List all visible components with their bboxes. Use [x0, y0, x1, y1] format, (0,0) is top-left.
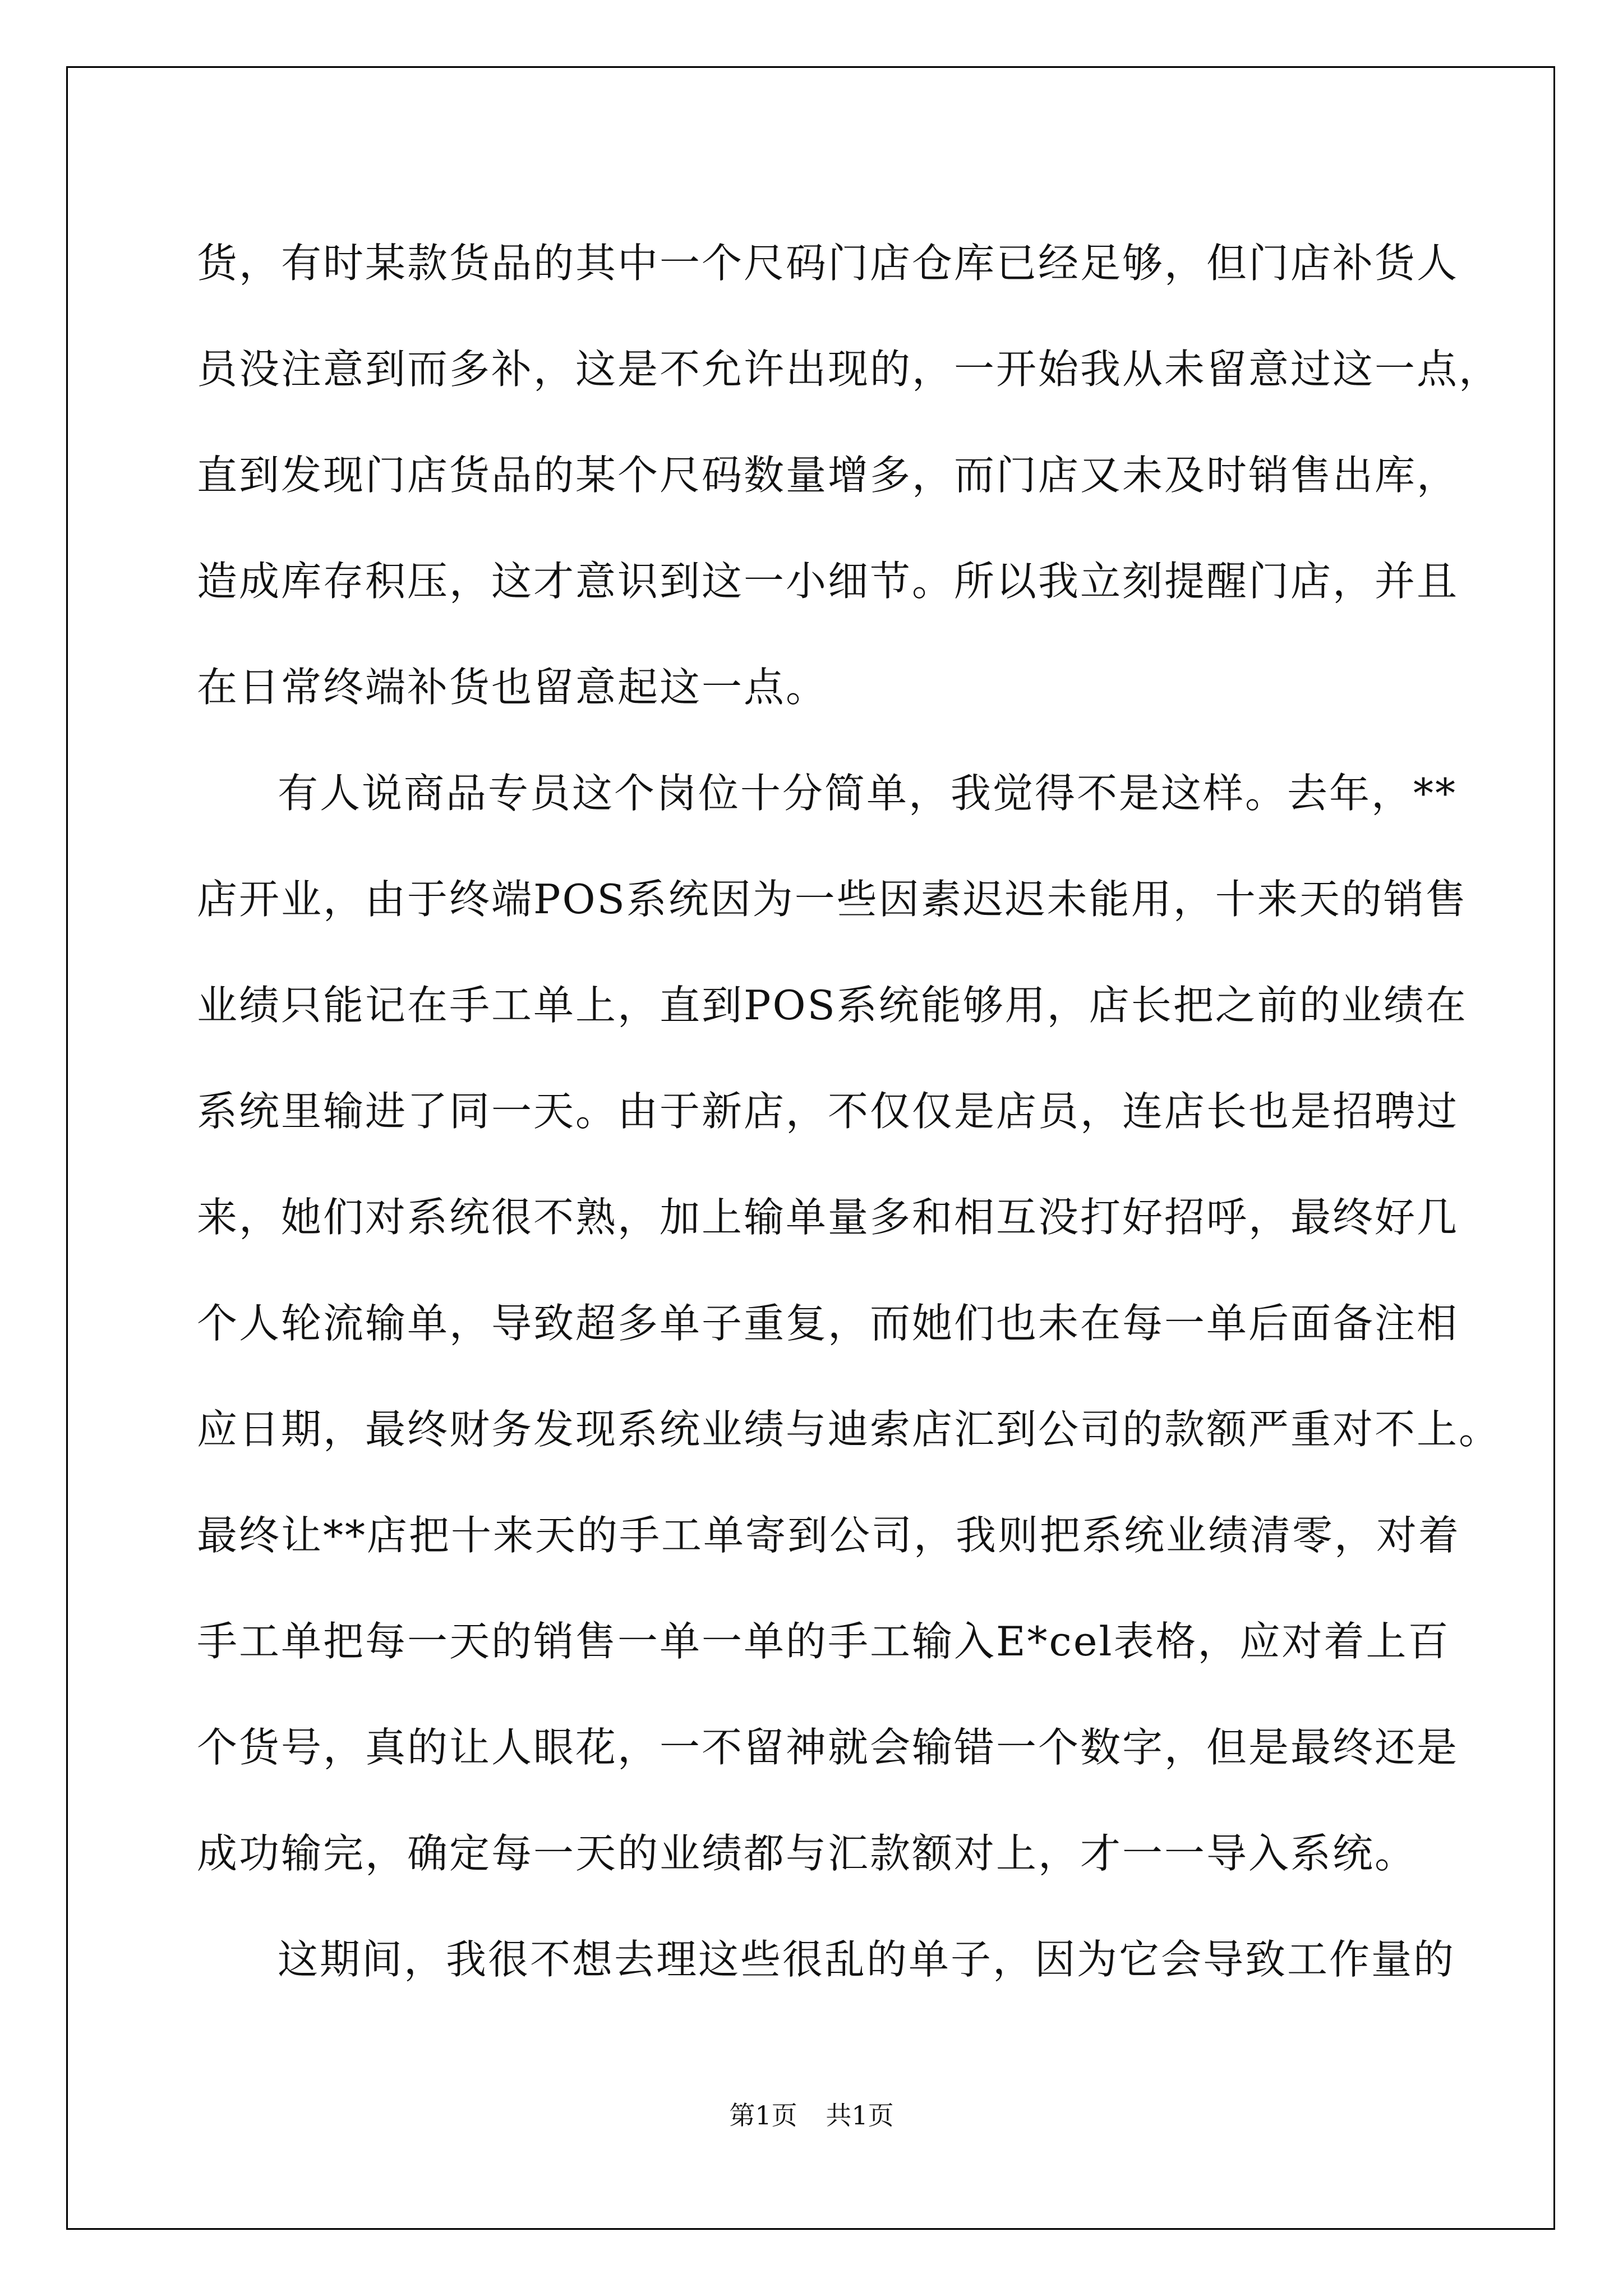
text-line-4: 造成库存积压，这才意识到这一小细节。所以我立刻提醒门店，并且 [197, 558, 1459, 605]
text-line-14: 手工单把每一天的销售一单一单的手工输入E*cel表格，应对着上百 [197, 1618, 1450, 1665]
text-line-17: 这期间，我很不想去理这些很乱的单子，因为它会导致工作量的 [278, 1936, 1456, 1983]
document-body [197, 210, 1501, 2013]
text-line-5: 在日常终端补货也留意起这一点。 [197, 664, 828, 711]
text-line-7: 店开业，由于终端POS系统因为一些因素迟迟未能用，十来天的销售 [197, 876, 1468, 923]
page-footer [0, 2095, 1623, 2132]
text-line-15: 个货号，真的让人眼花，一不留神就会输错一个数字，但是最终还是 [197, 1724, 1459, 1771]
text-line-9: 系统里输进了同一天。由于新店，不仅仅是店员，连店长也是招聘过 [197, 1088, 1459, 1135]
text-line-10: 来，她们对系统很不熟，加上输单量多和相互没打好招呼，最终好几 [197, 1194, 1459, 1241]
text-line-11: 个人轮流输单，导致超多单子重复，而她们也未在每一单后面备注相 [197, 1300, 1459, 1347]
text-line-8: 业绩只能记在手工单上，直到POS系统能够用，店长把之前的业绩在 [197, 982, 1468, 1029]
page-total: 共1页 [826, 2100, 894, 2131]
text-line-13: 最终让**店把十来天的手工单寄到公司，我则把系统业绩清零，对着 [197, 1512, 1461, 1559]
page-number: 第1页 [729, 2100, 797, 2131]
text-line-3: 直到发现门店货品的某个尺码数量增多，而门店又未及时销售出库， [197, 452, 1459, 499]
text-line-1: 货，有时某款货品的其中一个尺码门店仓库已经足够，但门店补货人 [197, 240, 1459, 287]
text-line-6: 有人说商品专员这个岗位十分简单，我觉得不是这样。去年，** [278, 770, 1458, 817]
text-line-16: 成功输完，确定每一天的业绩都与汇款额对上，才一一导入系统。 [197, 1830, 1417, 1877]
text-line-2: 员没注意到而多补，这是不允许出现的，一开始我从未留意过这一点， [197, 346, 1501, 393]
text-line-12: 应日期，最终财务发现系统业绩与迪索店汇到公司的款额严重对不上。 [197, 1406, 1501, 1453]
